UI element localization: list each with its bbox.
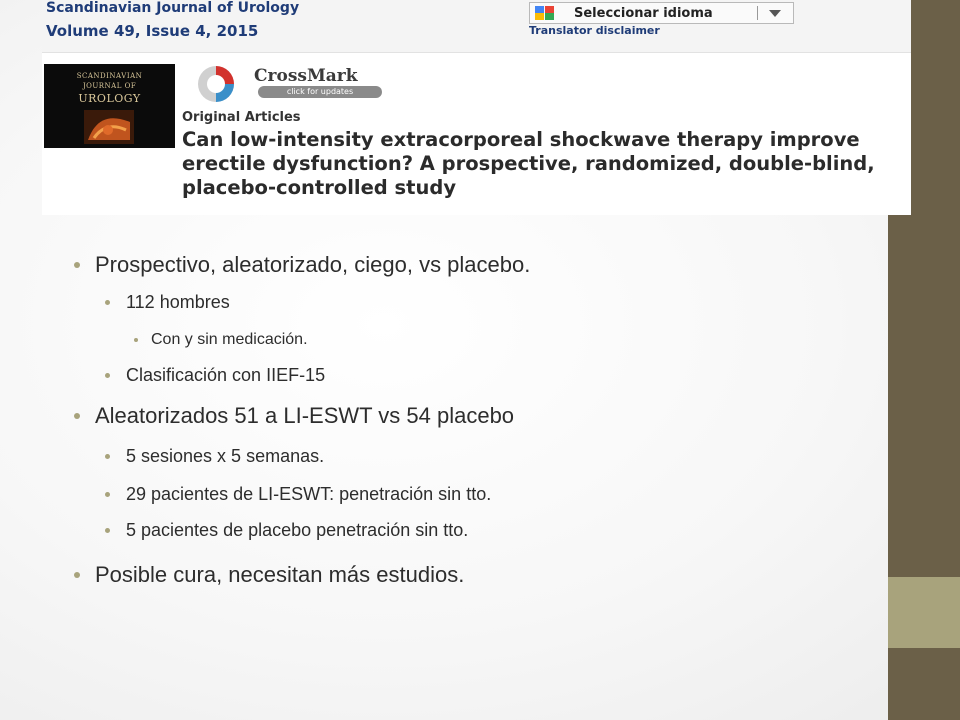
bullet-item: [95, 562, 464, 588]
bullet-item: [126, 365, 325, 386]
crossmark-title: CrossMark: [254, 66, 358, 86]
side-band-accent: [888, 577, 960, 648]
article-type: Original Articles: [182, 110, 301, 125]
bullet-icon: [105, 373, 110, 378]
bullet-text: Prospectivo, aleatorizado, ciego, vs placebo.: [95, 252, 531, 277]
bullet-icon: [105, 454, 110, 459]
bullet-text: Posible cura, necesitan más estudios.: [95, 562, 465, 587]
bullet-icon: [74, 262, 80, 268]
bullet-icon: [105, 528, 110, 533]
crossmark-update-pill: click for updates: [258, 86, 382, 98]
bullet-item: [95, 252, 530, 278]
cover-title-line3: UROLOGY: [78, 92, 141, 105]
language-selector-label: Seleccionar idioma: [574, 6, 713, 21]
bullet-item: [126, 446, 324, 467]
article-title: Can low-intensity extracorporeal shockwave therapy improve erectile dysfunction? A prospective, randomized, double-blind, placebo-controlled study: [182, 128, 875, 199]
bullet-text: 112 hombres: [126, 292, 230, 312]
cover-title-line1: SCANDINAVIAN: [76, 72, 143, 80]
bullet-text: Con y sin medicación.: [151, 331, 308, 348]
cover-title-line2: JOURNAL OF: [82, 82, 137, 90]
bullet-icon: [105, 300, 110, 305]
bullet-text: 29 pacientes de LI-ESWT: penetración sin tto.: [126, 484, 492, 504]
bullet-text: Aleatorizados 51 a LI-ESWT vs 54 placebo: [95, 403, 515, 428]
bullet-item: [126, 292, 230, 313]
bullet-icon: [105, 492, 110, 497]
bullet-icon: [74, 413, 80, 419]
bullet-icon: [134, 338, 138, 342]
bullet-icon: [74, 572, 80, 578]
bullet-item: [151, 331, 308, 349]
journal-name: Scandinavian Journal of Urology: [46, 0, 300, 16]
bullet-text: Clasificación con IIEF-15: [126, 365, 326, 385]
journal-issue: Volume 49, Issue 4, 2015: [46, 22, 259, 40]
bullet-item: [95, 403, 514, 429]
bullet-text: 5 sesiones x 5 semanas.: [126, 446, 325, 466]
bullet-item: [126, 520, 468, 541]
bullet-text: 5 pacientes de placebo penetración sin tto.: [126, 520, 469, 540]
bullet-item: [126, 484, 491, 505]
translator-disclaimer-link[interactable]: Translator disclaimer: [529, 24, 660, 37]
